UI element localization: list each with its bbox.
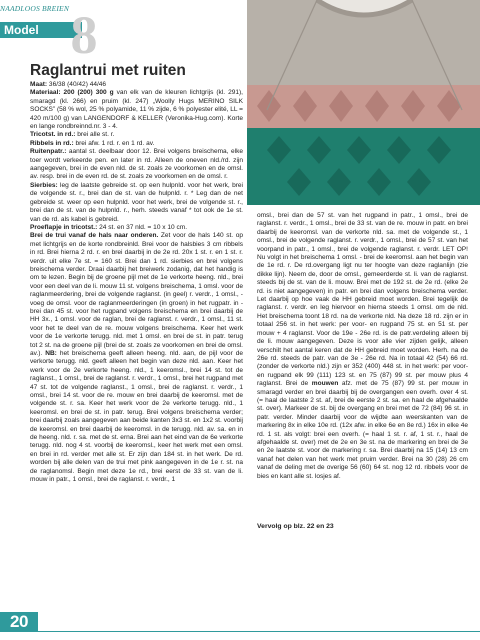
instructions-column-1	[30, 81, 243, 606]
paragraph: Ruitenpatr.: aantal st. deelbaar door 12. Brei volgens breischema, elke toer wordt verkeerde pen. en later in rd. Alleen de oneven nld./rd. zijn aangegeven, brei in de even nld. de st. zoals ze voorkomen en de omsl. av. resp. brei in de even rd. de st. zoals ze voorkomen en de omsl. r.	[30, 148, 243, 181]
paragraph: Materiaal: 200 (200) 300 g van elk van de kleuren lichtgrijs (kl. 291), smaragd (kl. 266) en pruim (kl. 247) „Woolly Hugs MERINO SILK SOCKS” (58 % wol, 25 % polyamide, 11 % zijde, 6 % polyester elité, LL = 420 m/100 g) van LANGENDORF & KELLER (Veronika-Hug.com). Korte en lange rondbreinnd.nr. 3 - 4.	[30, 89, 243, 131]
sweater-photo	[247, 0, 480, 205]
continuation-note: Vervolg op blz. 22 en 23	[257, 523, 334, 530]
page-title: Raglantrui met ruiten	[30, 62, 186, 79]
paragraph: omsl., brei dan de 57 st. van het rugpand in patr., 1 omsl., brei de raglanst. r. verdr., 1 omsl., brei de 33 st. van de re. mouw in patr. en brei daarbij de keeromsl. van de verkorte nld. sa. met de volgende st., 1 omsl., brei de volgende raglanst. r. verdr., 1 omsl., brei de 57 st. van het voorpand in patr., 1 omsl., brei de volgende raglanst. r. verdr. LET OP! Nu volgt in het breischema 1 omsl. - brei de keeromsl. aan het begin van de 1e rd. r. De rd.overgang ligt nu ter hoogte van deze raglanlijn (zie dikke lijn). Neem de, door de omsl., gemeerderde st. li. van de raglanst. steeds bij de st. van de li. mouw. Brei met de 192 st. de 2e rd. (elke 2e rd. is niet aangegeven) in patr. en brei dan volgens breischema verder. Let daarbij op hoe vaak de HH gebreid moet worden. Brei tegelijk de raglanst. r. verdr. en leg hiervoor en hierna steeds 1 omsl. om de nld. Het breischema toont 18 rd. na de verkorte nld. Na deze 18 rd. zijn er in totaal 256 st. in het werk: per voor- en rugpand 75 st. en 51 st. per mouw + 4 raglanst. Voor de 19e - 26e rd. is de patr.verdeling alleen bij de li. mouw aangegeven. Deze is voor alle vier zijden gelijk, alleen verschilt het aantal keren dat de HH gebreid moet worden. Herh. na de 26e rd. steeds de patr. van de 3e - 26e rd. Na in totaal 42 (54) 66 rd. (zonder de verkorte nld.) zijn er 352 (400) 448 st. in het werk: per voor- en rugpand elk 99 (111) 123 st. en 75 (87) 99 st. per mouw plus 4 raglanst. Brei de mouwen afz. met de 75 (87) 99 st. per mouw in smaragd verder en brei daarbij bij de overgangen een overh. over 4 st. (= haal de laatste 2 st. af, brei de eerste 2 st. sa. en haal de afgehaalde st. over). Markeer de st. bij de overgang en brei met de 72 (84) 96 st. in patr. verder. Minder daarbij voor de wijdte aan weerskanten van de markering 8x in elke 10e rd. (12x afw. in elke 6e en 8e rd.) 16x in elke 4e rd. 1 st. als volgt: brei een overh. (= haal 1 st. r. af, 1 st. r., haal de afgehaalde st. over) met de 2e en 3e st. na de markering en brei de 3e en 2e laatste st. voor de markering r. sa. Brei daarbij na 15 (14) 13 cm vanaf het delen van het werk met pruim verder. Brei na 30 (28) 26 cm vanaf de deling met de overige 56 (60) 64 st. nog 12 rd. ribbels voor de bies en kant alle st. losjes af.	[257, 212, 468, 480]
paragraph: Sierbies: leg de laatste gebreide st. op een hulpnld. voor het werk, brei de volgende st. r., brei dan de st. van de hulpnld. r. * Leg dan de net gebreide st. weer op een hulpnld. voor het werk, brei de volgende st. r., brei dan de st. van de hulpnld. r., herh. steeds vanaf * tot ook de 1e st. van de rd. als kabel is gebreid.	[30, 181, 243, 223]
paragraph: Ribbels in rd.: brei afw. 1 rd. r. en 1 rd. av.	[30, 139, 155, 147]
page-number: 20	[0, 612, 38, 632]
section-tag: NAADLOOS BREIEN	[0, 4, 70, 13]
footer-rule	[38, 631, 480, 632]
instructions-column-2	[257, 212, 468, 532]
paragraph: Brei de trui vanaf de hals naar onderen. Zet voor de hals 140 st. op met lichtgrijs en de korte rondbreinld. Brei voor de halsbies 3 cm ribbels in rd. Brei hierna 2 rd. r. en brei daarbij in de 2e rd. 20x 1 st. r. en 1 st. r. verdr. uit elke 7e st. = 160 st. Brei dan 1 rd. sierbies en brei volgens breischema verder. Draai daarbij het breiwerk zodanig, dat het handig is om te lezen. Begin bij de groene pijl met de 1e verkorte heeng. nld., brei voor een deel van de li. mouw 11 st. volgens breischema, 1 omsl. voor de raglanmeerdering, brei de volgende raglanst. (in geel) r. verdr., 1 omsl., - voeg de omsl. voor de raglanmeerderingen (in groen) in het rugpatr. in - brei dan 45 st. voor het rugpand volgens breischema en brei daarbij de HH 3x., 1 omsl. voor de raglan, brei de raglanst. r. verdr., 1 omsl., 11 st. voor het te deel van de re. mouw volgens breischema. Keer het werk voor de 1e verkorte terugg. nld. met 1 omsl. en brei de st. in patr. terug tot 2 st. na de groene pijl (brei de st. zoals ze voorkomen en brei de omsl. av.). NB: het breischema geeft alleen heeng. nld. aan, de pijl voor de verkorte terugg. nld. geeft alleen het begin van deze nld. aan. Keer het werk voor de 2e verkorte heeng. nld., 1 keeromsl., brei 14 st. tot de raglanst., 1 omsl., brei de raglanst. r. verdr., 1 omsl., brei het rugpand met 47 st. tot de volgende raglanst., 1 omsl., brei de raglanst. r. verdr., 1 omsl., brei 14 st. voor de re. mouw en brei daarbij de keeromsl. met de volgende st. r. sa. Keer het werk voor de 2e verkorte terugg. nld., 1 keeromsl. en brei de st. in patr. terug. Brei volgens breischema verder; brei daarbij zoals aangegeven aan beide kanten 3x3 st. en 1x2 st. voorbij de keeromsl. en brei daarbij de keeromsl. in de terugg. nld. av. sa. en in de heeng. nld. r. sa. met de st. erna. Brei aan het eind van de 6e verkorte terugg. nld. nog 4 st. voorbij de keeromsl., keer het werk met een omsl. en brei in rd. verder met alle st. Er zijn dan 184 st. in het werk. De rd. worden bij alle delen van de trui met pink aangegeven in de 1e r. st. na de raglanomsl. Begin met deze 1e rd., brei eerst de 33 st. van de li. mouw in patr., 1 omsl., brei de raglanst. r. verdr., 1	[30, 232, 243, 484]
model-number: 8	[70, 5, 98, 65]
paragraph: Proeflapje in tricotst.: 24 st. en 37 nld. = 10 x 10 cm.	[30, 223, 188, 231]
model-label: Model	[0, 22, 82, 38]
paragraph: Maat: 36/38 (40/42) 44/46	[30, 81, 107, 88]
paragraph: Tricotst. in rd.: brei alle st. r.	[30, 131, 115, 139]
